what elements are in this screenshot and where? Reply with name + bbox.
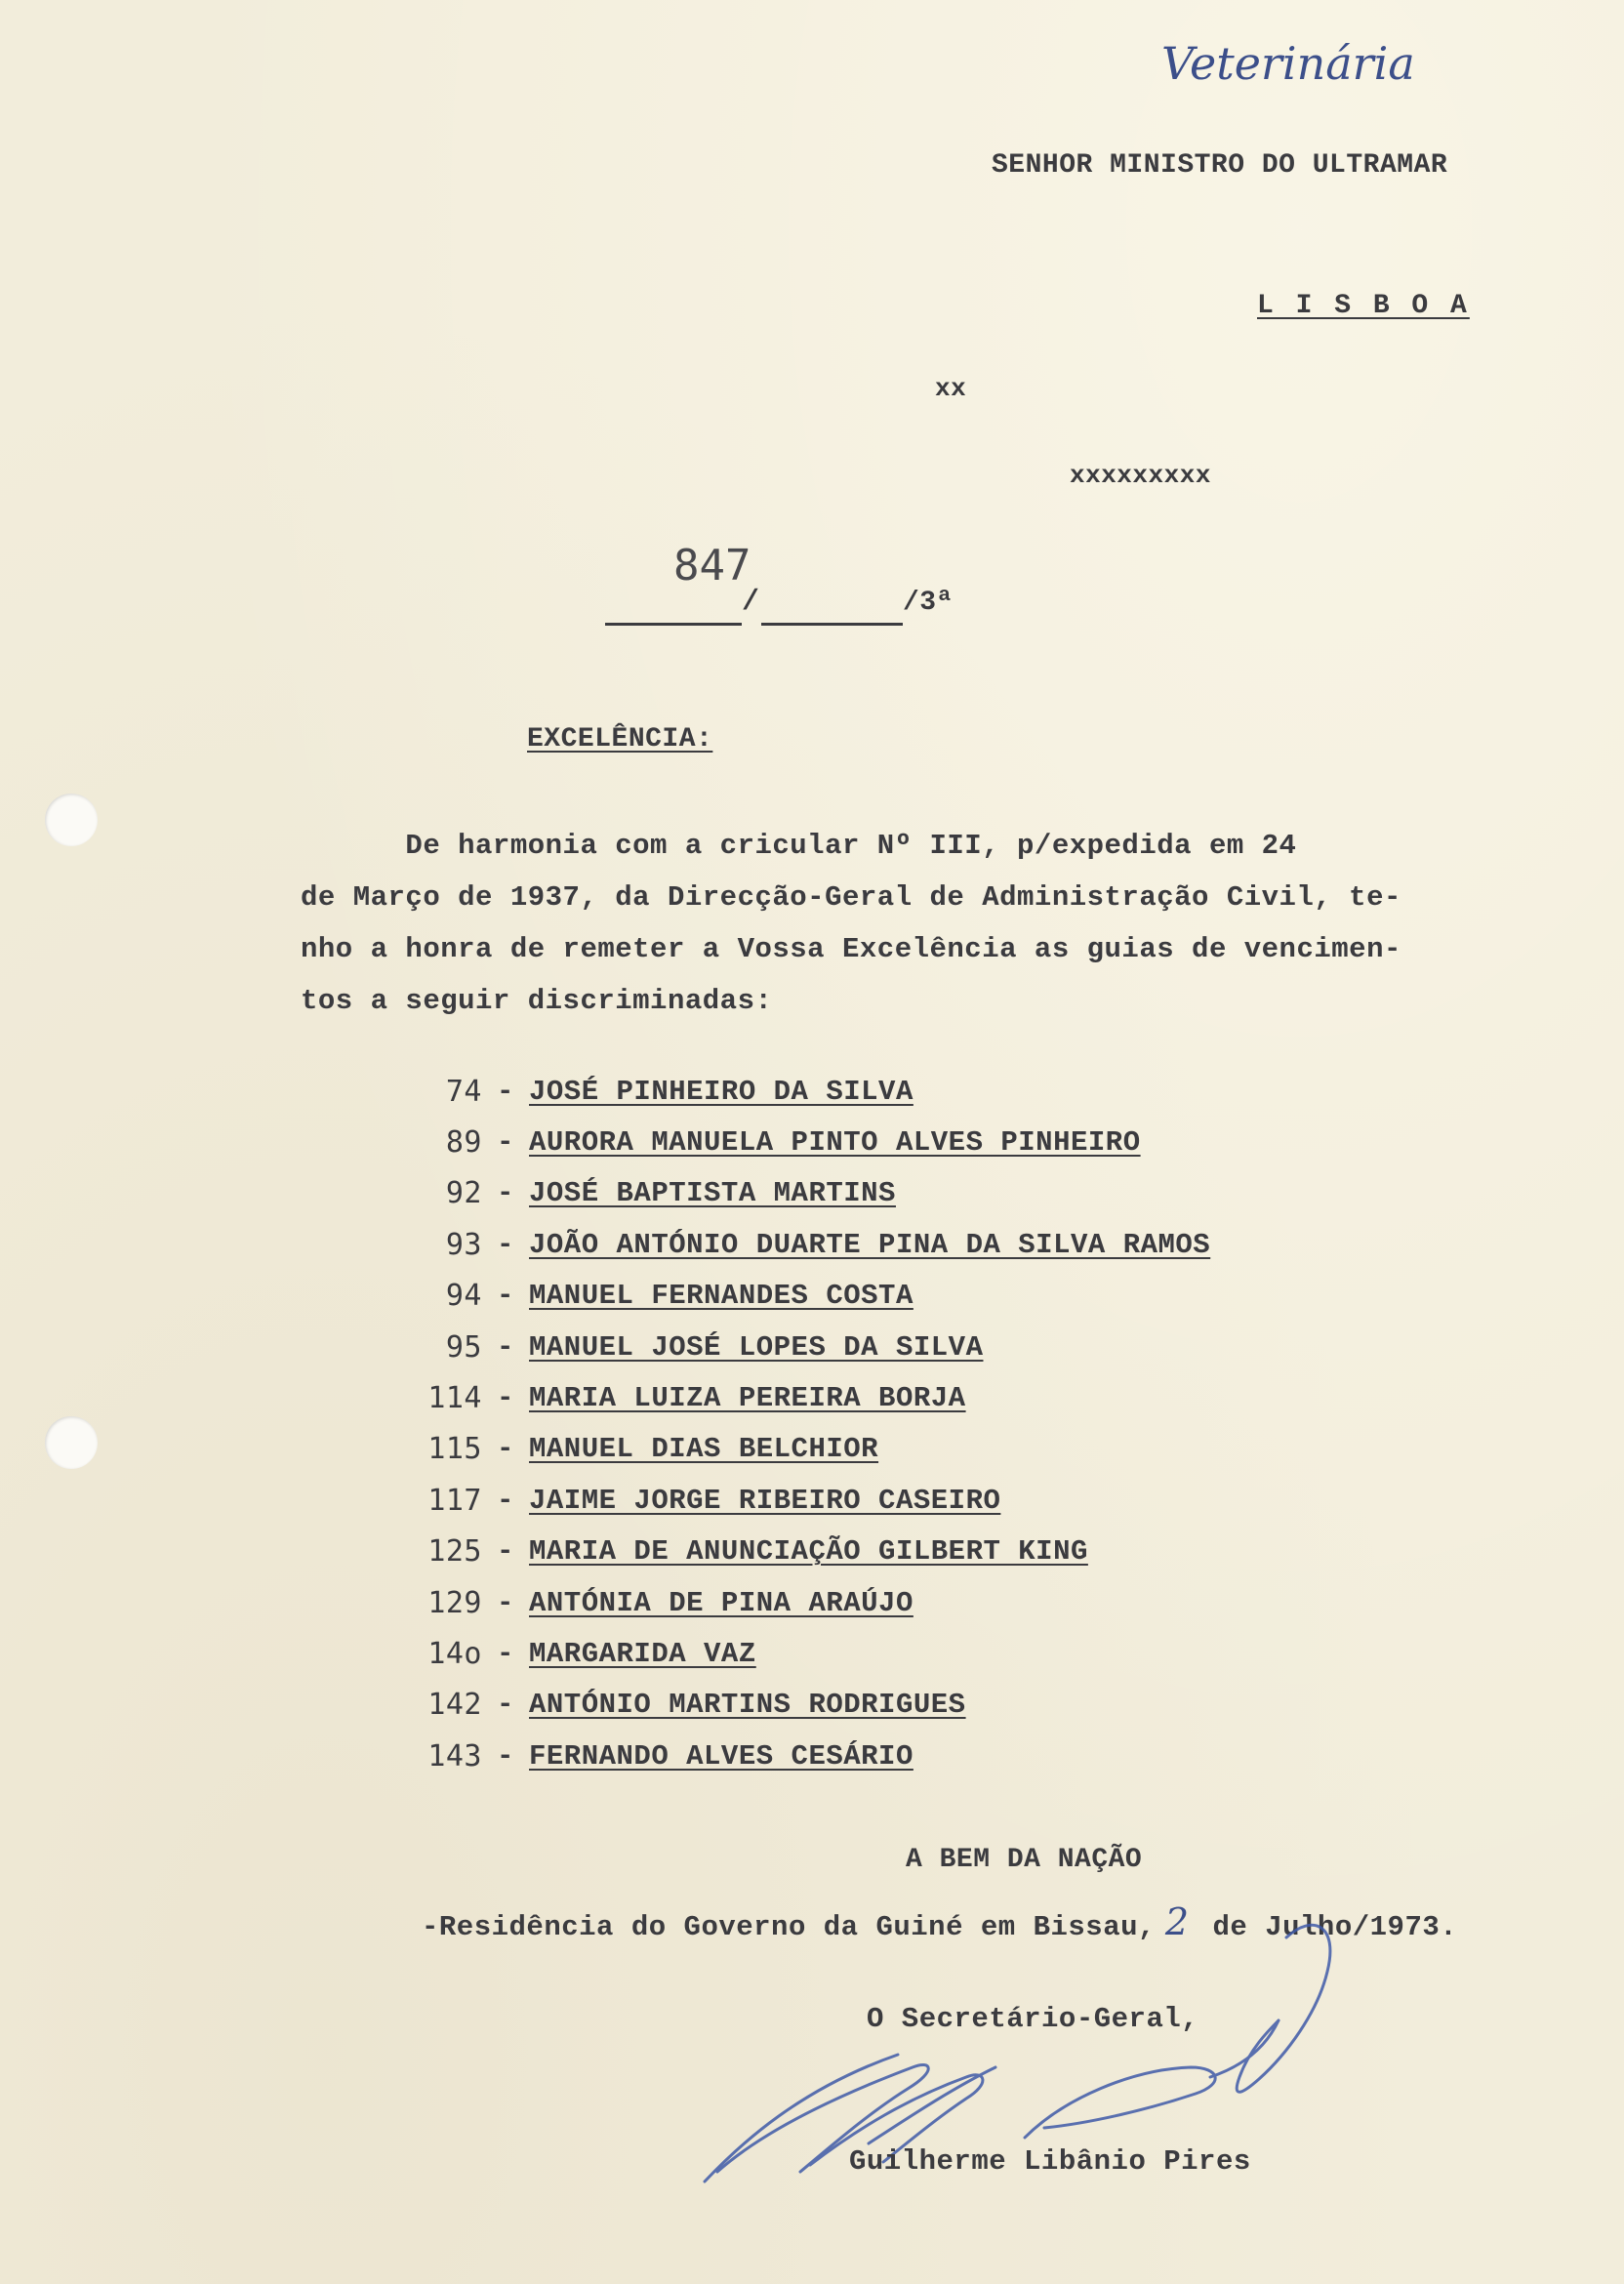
body-line: tos a seguir discriminadas: — [301, 985, 773, 1017]
item-name: AURORA MANUELA PINTO ALVES PINHEIRO — [529, 1126, 1141, 1160]
item-number: 129 — [427, 1585, 482, 1620]
body-line: de Março de 1937, da Direcção-Geral de Administração Civil, te- — [301, 881, 1401, 914]
item-name: MANUEL DIAS BELCHIOR — [529, 1433, 879, 1466]
item-number: 74 — [445, 1074, 482, 1109]
item-dash: - — [497, 1228, 514, 1261]
item-dash: - — [497, 1433, 514, 1466]
item-name: JOSÉ PINHEIRO DA SILVA — [529, 1075, 914, 1108]
reference-slash: / — [742, 586, 760, 619]
item-name: FERNANDO ALVES CESÁRIO — [529, 1739, 914, 1773]
item-number: 93 — [445, 1227, 482, 1262]
item-name: MANUEL FERNANDES COSTA — [529, 1280, 914, 1313]
item-name: MANUEL JOSÉ LOPES DA SILVA — [529, 1330, 984, 1364]
item-number: 92 — [445, 1176, 482, 1211]
item-dash: - — [497, 1535, 514, 1569]
item-dash: - — [497, 1689, 514, 1722]
item-name: MARIA LUIZA PEREIRA BORJA — [529, 1382, 966, 1415]
item-dash: - — [497, 1739, 514, 1773]
item-dash: - — [497, 1330, 514, 1364]
strike-mark-long: xxxxxxxxx — [1070, 461, 1211, 490]
place-date-prefix: -Residência do Governo da Guiné em Bissau, — [422, 1911, 1156, 1943]
item-name: JAIME JORGE RIBEIRO CASEIRO — [529, 1484, 1001, 1517]
item-name: JOÃO ANTÓNIO DUARTE PINA DA SILVA RAMOS — [529, 1228, 1211, 1261]
item-number: 143 — [427, 1738, 482, 1774]
handwritten-day: 2 — [1164, 1900, 1190, 1943]
item-dash: - — [497, 1075, 514, 1108]
place-date-suffix: de Julho/1973. — [1195, 1911, 1458, 1943]
item-name: MARIA DE ANUNCIAÇÃO GILBERT KING — [529, 1535, 1088, 1569]
item-name: ANTÓNIO MARTINS RODRIGUES — [529, 1689, 966, 1722]
item-dash: - — [497, 1586, 514, 1619]
city: L I S B O A — [1257, 291, 1470, 321]
body-line: De harmonia com a cricular Nº III, p/expedida em 24 — [301, 830, 1297, 862]
strike-mark-short: xx — [935, 374, 967, 403]
item-dash: - — [497, 1280, 514, 1313]
salutation: EXCELÊNCIA: — [527, 724, 713, 755]
addressee: SENHOR MINISTRO DO ULTRAMAR — [992, 150, 1448, 181]
closing-formula: A BEM DA NAÇÃO — [906, 1845, 1143, 1875]
item-name: ANTÓNIA DE PINA ARAÚJO — [529, 1586, 914, 1619]
item-dash: - — [497, 1382, 514, 1415]
reference-suffix: /3ª — [903, 588, 954, 618]
item-dash: - — [497, 1484, 514, 1517]
item-number: 117 — [427, 1483, 482, 1518]
item-number: 14o — [427, 1636, 482, 1671]
item-number: 115 — [427, 1432, 482, 1467]
signer-title: O Secretário-Geral, — [867, 2003, 1199, 2035]
handwritten-annotation: Veterinária — [1161, 37, 1415, 90]
item-number: 142 — [427, 1688, 482, 1723]
item-dash: - — [497, 1637, 514, 1670]
item-number: 95 — [445, 1329, 482, 1365]
item-number: 125 — [427, 1534, 482, 1570]
body-line: nho a honra de remeter a Vossa Excelência as guias de vencimen- — [301, 933, 1401, 965]
item-dash: - — [497, 1126, 514, 1160]
reference-number: 847 — [673, 541, 751, 591]
item-number: 114 — [427, 1381, 482, 1416]
signer-name: Guilherme Libânio Pires — [849, 2145, 1251, 2178]
item-name: JOSÉ BAPTISTA MARTINS — [529, 1177, 896, 1210]
item-dash: - — [497, 1177, 514, 1210]
item-name: MARGARIDA VAZ — [529, 1637, 756, 1670]
item-number: 89 — [445, 1125, 482, 1161]
item-number: 94 — [445, 1279, 482, 1314]
